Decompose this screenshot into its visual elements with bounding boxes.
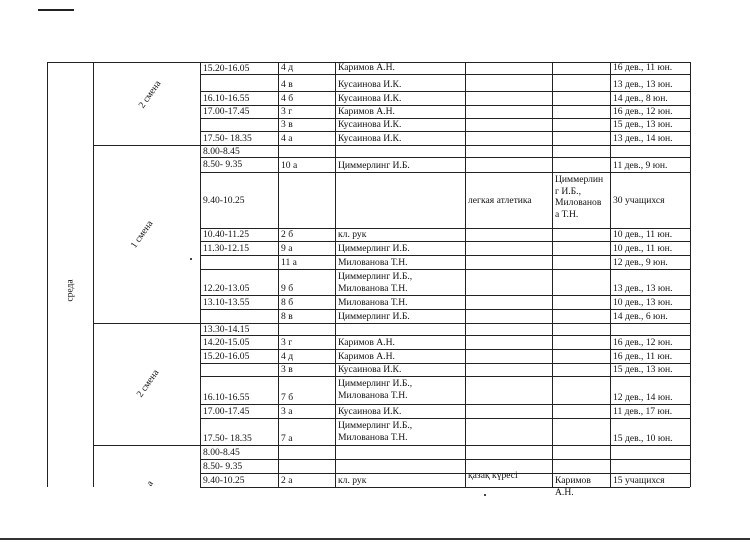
column-border	[200, 62, 201, 487]
scan-speck	[484, 494, 486, 496]
time-cell: 8.00-8.45	[203, 145, 240, 157]
coach-cell: Каримов	[555, 475, 591, 486]
teacher-cell: Циммерлинг И.Б.	[338, 311, 410, 322]
teacher-cell: Милованова Т.Н.	[338, 297, 408, 308]
row-border	[200, 404, 690, 405]
row-border	[200, 241, 690, 242]
teacher-cell: Кусаинова И.К.	[338, 119, 402, 130]
shift-label: 2 смена	[136, 78, 164, 111]
class-cell: 7 а	[281, 433, 293, 444]
dates-cell: 13 дев., 13 юн.	[613, 79, 673, 90]
time-cell: 17.50- 18.35	[203, 433, 252, 444]
time-cell: 8.50- 9.35	[203, 460, 243, 472]
column-border	[93, 62, 94, 487]
teacher-cell: Циммерлинг И.Б.	[338, 243, 410, 254]
page-bottom-rule	[0, 538, 750, 540]
column-border	[552, 62, 553, 487]
group-border	[93, 445, 200, 446]
day-border	[47, 62, 93, 63]
teacher-cell: Кусаинова И.К.	[338, 79, 402, 90]
time-cell: 12.20-13.05	[203, 283, 250, 294]
time-cell: 14.20-15.05	[203, 336, 250, 348]
dates-cell: 16 дев., 12 юн.	[613, 337, 673, 348]
column-border	[465, 62, 466, 487]
coach-cell: Циммерлин	[555, 174, 604, 185]
column-border	[690, 62, 691, 487]
teacher-cell: Циммерлинг И.Б.,	[338, 378, 413, 389]
dates-cell: 14 дев., 6 юн.	[613, 311, 668, 322]
row-border	[200, 269, 690, 270]
time-cell: 8.00-8.45	[203, 446, 240, 458]
teacher-cell: кл. рук	[338, 475, 367, 486]
teacher-cell: Циммерлинг И.Б.	[338, 160, 410, 171]
sport-cell: легкая атлетика	[468, 194, 532, 206]
class-cell: 4 б	[281, 93, 294, 104]
time-cell: 9.40-10.25	[203, 474, 245, 486]
dates-cell: 13 дев., 14 юн.	[613, 133, 673, 144]
column-border	[278, 62, 279, 487]
class-cell: 4 д	[281, 351, 294, 362]
class-cell: 11 а	[281, 257, 297, 268]
teacher-cell: Кусаинова И.К.	[338, 364, 402, 375]
teacher-cell: Милованова Т.Н.	[338, 432, 408, 443]
row-border	[200, 349, 690, 350]
dates-cell: 10 дев., 11 юн.	[613, 229, 673, 240]
coach-cell: г И.Б.,	[555, 185, 581, 197]
teacher-cell: Циммерлинг И.Б.,	[338, 271, 413, 282]
dates-cell: 15 дев., 13 юн.	[613, 364, 673, 375]
class-cell: 2 б	[281, 229, 294, 240]
group-border	[93, 323, 200, 324]
group-border	[93, 145, 200, 146]
time-cell: 13.10-13.55	[203, 296, 250, 308]
sport-cell: қазақ күресі	[468, 469, 518, 481]
row-border	[200, 309, 690, 310]
time-cell: 15.20-16.05	[203, 350, 250, 362]
teacher-cell: Милованова Т.Н.	[338, 390, 408, 401]
teacher-cell: Кусаинова И.К.	[338, 133, 402, 144]
time-cell: 17.00-17.45	[203, 405, 250, 417]
dates-cell: 11 дев., 9 юн.	[613, 160, 668, 171]
class-cell: 4 а	[281, 133, 293, 144]
class-cell: 4 д	[281, 62, 294, 73]
shift-label: 1 смена	[128, 218, 156, 251]
time-cell: 16.10-16.55	[203, 392, 250, 403]
row-border	[200, 91, 690, 92]
dates-cell: 16 дев., 12 юн.	[613, 106, 673, 117]
row-border	[200, 418, 690, 419]
class-cell: 3 г	[281, 337, 293, 348]
shift-label: а	[144, 478, 156, 489]
scan-speck	[190, 258, 192, 260]
class-cell: 3 в	[281, 364, 293, 375]
coach-cell: а Т.Н.	[555, 208, 579, 220]
dates-cell: 15 дев., 13 юн.	[613, 119, 673, 130]
dates-cell: 15 учащихся	[613, 474, 665, 486]
teacher-cell: Милованова Т.Н.	[338, 283, 408, 294]
group-border	[93, 62, 200, 63]
class-cell: 3 г	[281, 106, 293, 117]
time-cell: 9.40-10.25	[203, 194, 245, 206]
row-border	[200, 157, 690, 158]
row-border	[200, 445, 690, 446]
dates-cell: 15 дев., 10 юн.	[613, 433, 673, 444]
time-cell: 15.20-16.05	[203, 62, 250, 74]
teacher-cell: Каримов А.Н.	[338, 337, 395, 348]
teacher-cell: Кусаинова И.К.	[338, 406, 402, 417]
time-cell: 11.30-12.15	[203, 242, 250, 254]
row-border	[200, 459, 690, 460]
scan-mark	[38, 9, 74, 11]
time-cell: 17.00-17.45	[203, 106, 250, 117]
dates-cell: 10 дев., 11 юн.	[613, 243, 673, 254]
dates-cell: 14 дев., 8 юн.	[613, 93, 668, 104]
class-cell: 3 а	[281, 406, 293, 417]
row-border	[200, 255, 690, 256]
class-cell: 8 б	[281, 297, 294, 308]
teacher-cell: Милованова Т.Н.	[338, 257, 408, 268]
dates-cell: 13 дев., 13 юн.	[613, 283, 673, 294]
dates-cell: 12 дев., 9 юн.	[613, 257, 668, 268]
dates-cell: 12 дев., 14 юн.	[613, 392, 673, 403]
row-border	[200, 172, 690, 173]
row-border	[200, 487, 690, 488]
dates-cell: 16 дев., 11 юн.	[613, 351, 673, 362]
coach-cell: А.Н.	[555, 486, 574, 498]
dates-cell: 10 дев., 13 юн.	[613, 297, 673, 308]
row-border	[200, 295, 690, 296]
column-border	[47, 62, 48, 487]
row-border	[200, 323, 690, 324]
time-cell: 17.50- 18.35	[203, 132, 252, 144]
teacher-cell: Циммерлинг И.Б.,	[338, 420, 413, 431]
time-cell: 16.10-16.55	[203, 92, 250, 104]
dates-cell: 11 дев., 17 юн.	[613, 406, 673, 417]
day-label: среда	[64, 279, 76, 302]
teacher-cell: Кусаинова И.К.	[338, 93, 402, 104]
row-border	[200, 145, 690, 146]
time-cell: 8.50- 9.35	[203, 159, 243, 170]
row-border	[200, 335, 690, 336]
class-cell: 3 в	[281, 119, 293, 130]
row-border	[200, 376, 690, 377]
dates-cell: 16 дев., 11 юн.	[613, 62, 673, 73]
teacher-cell: Каримов А.Н.	[338, 351, 395, 362]
row-border	[200, 131, 690, 132]
teacher-cell: Каримов А.Н.	[338, 106, 395, 117]
time-cell: 13.30-14.15	[203, 323, 250, 335]
dates-cell: 30 учащихся	[613, 194, 665, 206]
teacher-cell: Каримов А.Н.	[338, 62, 395, 73]
row-border	[200, 74, 690, 75]
column-border	[335, 62, 336, 487]
teacher-cell: кл. рук	[338, 229, 367, 240]
class-cell: 8 в	[281, 311, 293, 322]
class-cell: 2 а	[281, 475, 293, 486]
class-cell: 9 а	[281, 243, 293, 254]
class-cell: 9 б	[281, 283, 294, 294]
class-cell: 10 а	[281, 160, 298, 171]
class-cell: 4 в	[281, 79, 293, 90]
time-cell: 10.40-11.25	[203, 229, 250, 240]
column-border	[610, 62, 611, 487]
shift-label: 2 смена	[134, 367, 162, 400]
coach-cell: Милованов	[555, 197, 602, 208]
class-cell: 7 б	[281, 392, 294, 403]
